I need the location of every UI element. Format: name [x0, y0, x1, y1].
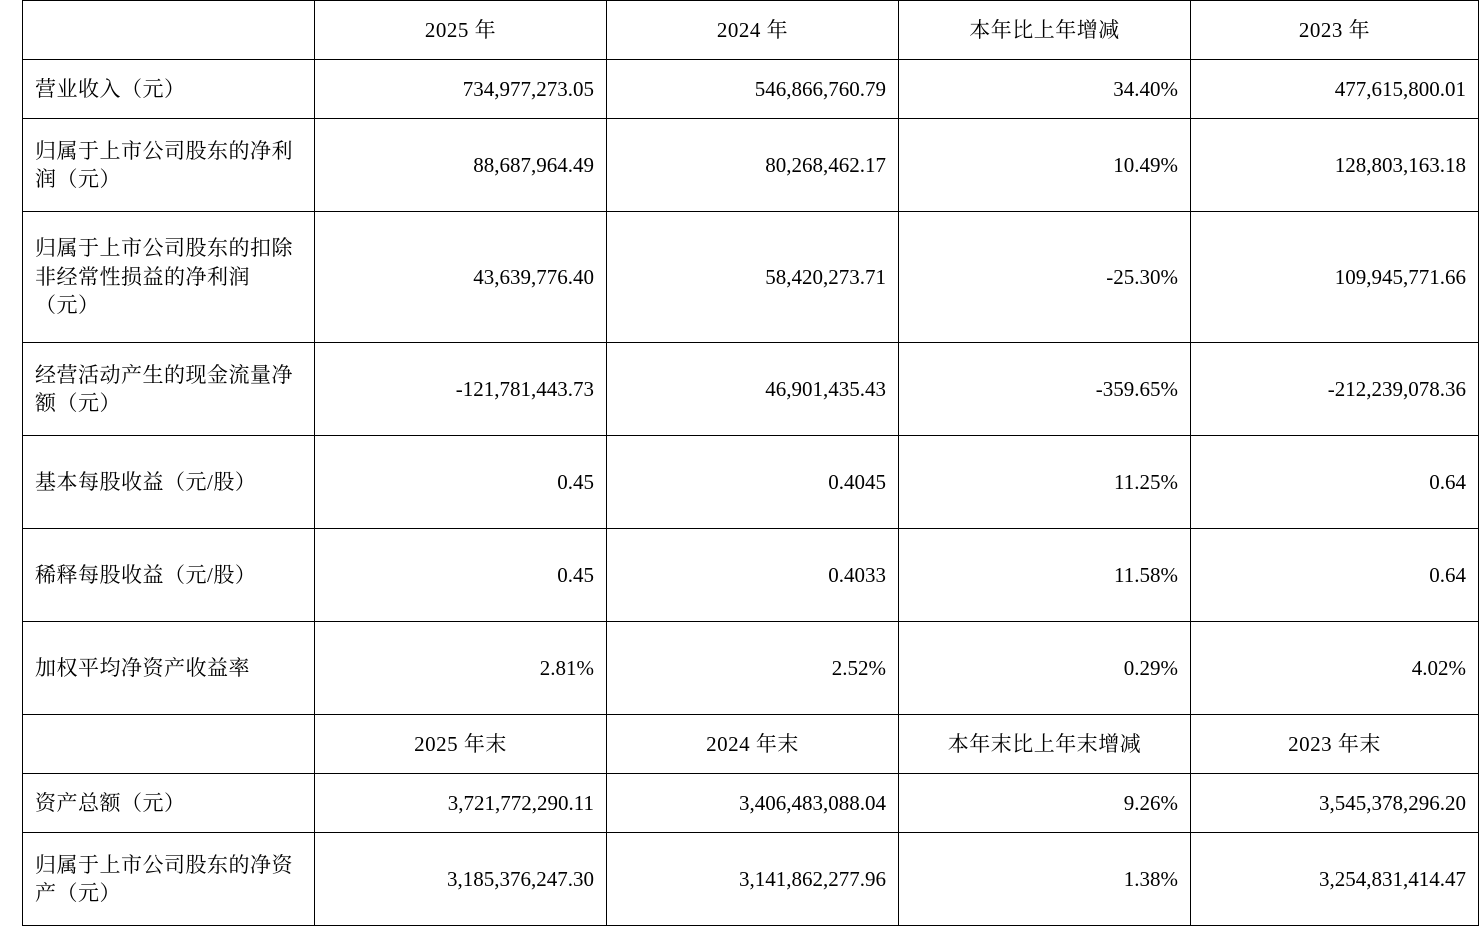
row-label-weighted-roe: 加权平均净资产收益率	[23, 622, 315, 715]
cell-revenue-2024: 546,866,760.79	[607, 60, 899, 119]
cell-revenue-change: 34.40%	[899, 60, 1191, 119]
row-label-operating-cash-flow: 经营活动产生的现金流量净额（元）	[23, 343, 315, 436]
cell-revenue-2025: 734,977,273.05	[315, 60, 607, 119]
header-cell-yoy-change: 本年比上年增减	[899, 1, 1191, 60]
cell-diluted-eps-2025: 0.45	[315, 529, 607, 622]
cell-weighted-roe-2025: 2.81%	[315, 622, 607, 715]
cell-net-assets-change: 1.38%	[899, 833, 1191, 926]
cell-net-assets-2023: 3,254,831,414.47	[1191, 833, 1479, 926]
cell-basic-eps-change: 11.25%	[899, 436, 1191, 529]
financial-highlights-table	[22, 0, 1479, 926]
cell-weighted-roe-2024: 2.52%	[607, 622, 899, 715]
table-header-row-period	[23, 1, 1479, 60]
cell-total-assets-2025: 3,721,772,290.11	[315, 774, 607, 833]
row-label-revenue: 营业收入（元）	[23, 60, 315, 119]
cell-diluted-eps-2023: 0.64	[1191, 529, 1479, 622]
row-label-net-profit: 归属于上市公司股东的净利润（元）	[23, 119, 315, 212]
table-row	[23, 343, 1479, 436]
cell-net-profit-2025: 88,687,964.49	[315, 119, 607, 212]
cell-net-profit-deducted-2025: 43,639,776.40	[315, 212, 607, 343]
header-cell-2025: 2025 年	[315, 1, 607, 60]
header-cell-blank-2	[23, 715, 315, 774]
cell-operating-cash-flow-2023: -212,239,078.36	[1191, 343, 1479, 436]
header-cell-blank	[23, 1, 315, 60]
cell-weighted-roe-2023: 4.02%	[1191, 622, 1479, 715]
table-row	[23, 622, 1479, 715]
header-cell-2023: 2023 年	[1191, 1, 1479, 60]
cell-net-profit-2023: 128,803,163.18	[1191, 119, 1479, 212]
cell-net-profit-deducted-2024: 58,420,273.71	[607, 212, 899, 343]
cell-operating-cash-flow-2025: -121,781,443.73	[315, 343, 607, 436]
header-cell-yoy-end-change: 本年末比上年末增减	[899, 715, 1191, 774]
table-row	[23, 833, 1479, 926]
cell-net-assets-2024: 3,141,862,277.96	[607, 833, 899, 926]
cell-net-profit-2024: 80,268,462.17	[607, 119, 899, 212]
header-cell-2025-end: 2025 年末	[315, 715, 607, 774]
cell-operating-cash-flow-change: -359.65%	[899, 343, 1191, 436]
cell-total-assets-change: 9.26%	[899, 774, 1191, 833]
cell-diluted-eps-2024: 0.4033	[607, 529, 899, 622]
table-row	[23, 119, 1479, 212]
header-cell-2023-end: 2023 年末	[1191, 715, 1479, 774]
cell-operating-cash-flow-2024: 46,901,435.43	[607, 343, 899, 436]
cell-basic-eps-2025: 0.45	[315, 436, 607, 529]
header-cell-2024: 2024 年	[607, 1, 899, 60]
header-cell-2024-end: 2024 年末	[607, 715, 899, 774]
table-row	[23, 60, 1479, 119]
row-label-net-assets: 归属于上市公司股东的净资产（元）	[23, 833, 315, 926]
cell-total-assets-2023: 3,545,378,296.20	[1191, 774, 1479, 833]
row-label-diluted-eps: 稀释每股收益（元/股）	[23, 529, 315, 622]
cell-revenue-2023: 477,615,800.01	[1191, 60, 1479, 119]
table-row	[23, 774, 1479, 833]
row-label-total-assets: 资产总额（元）	[23, 774, 315, 833]
cell-basic-eps-2024: 0.4045	[607, 436, 899, 529]
cell-net-profit-change: 10.49%	[899, 119, 1191, 212]
table-row	[23, 529, 1479, 622]
table-row	[23, 436, 1479, 529]
cell-net-profit-deducted-change: -25.30%	[899, 212, 1191, 343]
row-label-net-profit-deducted: 归属于上市公司股东的扣除非经常性损益的净利润（元）	[23, 212, 315, 343]
table-row	[23, 212, 1479, 343]
cell-net-profit-deducted-2023: 109,945,771.66	[1191, 212, 1479, 343]
table-header-row-period-end	[23, 715, 1479, 774]
row-label-basic-eps: 基本每股收益（元/股）	[23, 436, 315, 529]
cell-weighted-roe-change: 0.29%	[899, 622, 1191, 715]
cell-net-assets-2025: 3,185,376,247.30	[315, 833, 607, 926]
cell-basic-eps-2023: 0.64	[1191, 436, 1479, 529]
cell-total-assets-2024: 3,406,483,088.04	[607, 774, 899, 833]
cell-diluted-eps-change: 11.58%	[899, 529, 1191, 622]
